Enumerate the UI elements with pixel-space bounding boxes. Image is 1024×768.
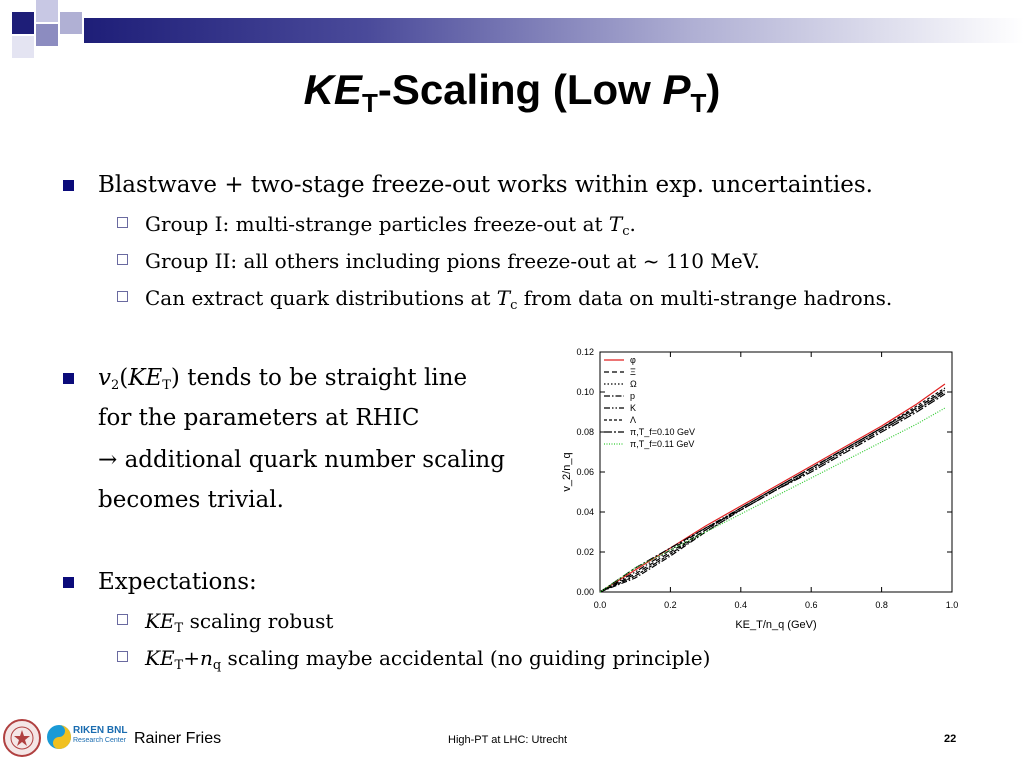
hollow-square-icon bbox=[117, 651, 128, 662]
paren-open: ( bbox=[119, 365, 129, 391]
y-tick-label: 0.06 bbox=[576, 467, 594, 477]
legend-label: K bbox=[630, 403, 637, 413]
ke-symbol: KE bbox=[145, 646, 175, 670]
bullet-text: Expectations: bbox=[98, 569, 257, 595]
bullet-blastwave bbox=[98, 172, 873, 198]
n-sub: q bbox=[212, 658, 222, 673]
sub-bullet-text: Group II: all others including pions freeze-out at ~ 110 MeV. bbox=[145, 249, 760, 273]
hollow-square-icon bbox=[117, 291, 128, 302]
y-tick-label: 0.10 bbox=[576, 387, 594, 397]
sub-bullet-text: scaling robust bbox=[183, 609, 334, 633]
sub-bullet-extract bbox=[145, 286, 892, 313]
tc-t: T bbox=[496, 286, 511, 310]
tc-c: c bbox=[622, 224, 630, 239]
university-seal-logo bbox=[2, 718, 42, 758]
riken-logo-line1: RIKEN BNL bbox=[73, 725, 128, 736]
y-tick-label: 0.12 bbox=[576, 347, 594, 357]
y-tick-label: 0.00 bbox=[576, 587, 594, 597]
bullet-v2 bbox=[98, 365, 467, 393]
title-text: -Scaling (Low bbox=[377, 66, 663, 113]
ke-sub: T bbox=[174, 621, 184, 636]
riken-logo-line2: Research Center bbox=[73, 737, 126, 744]
bullet-v2-line4: becomes trivial. bbox=[98, 487, 284, 513]
legend-label: Ω bbox=[630, 379, 637, 389]
x-tick-label: 0.8 bbox=[875, 600, 888, 610]
slide-title bbox=[0, 66, 1024, 119]
bullet-expectations bbox=[98, 569, 257, 595]
legend-label: Λ bbox=[630, 415, 637, 425]
y-axis-label: v_2/n_q bbox=[561, 452, 573, 492]
corner-square-light bbox=[36, 0, 58, 22]
sub-bullet-group2 bbox=[145, 249, 760, 273]
x-axis-label: KE_T/n_q (GeV) bbox=[735, 619, 817, 631]
v-sub: 2 bbox=[111, 378, 120, 393]
x-tick-label: 0.6 bbox=[804, 600, 818, 610]
bullet-text: Blastwave + two-stage freeze-out works within exp. uncertainties. bbox=[98, 172, 873, 198]
y-tick-label: 0.02 bbox=[576, 547, 594, 557]
y-tick-label: 0.04 bbox=[576, 507, 594, 517]
riken-logo-icon bbox=[46, 724, 72, 750]
tc-c: c bbox=[510, 298, 518, 313]
ke-sub: T bbox=[162, 378, 171, 393]
ke-symbol: KE bbox=[128, 365, 163, 391]
hollow-square-icon bbox=[117, 254, 128, 265]
hollow-square-icon bbox=[117, 217, 128, 228]
bullet-v2-line2: for the parameters at RHIC bbox=[98, 405, 420, 431]
v2-scaling-chart bbox=[560, 340, 970, 652]
legend-label: π,T_f=0.10 GeV bbox=[630, 427, 695, 437]
bullet-square-icon bbox=[63, 373, 74, 384]
sub-bullet-group1 bbox=[145, 212, 636, 239]
legend-label: φ bbox=[630, 355, 636, 365]
corner-square-mid bbox=[36, 24, 58, 46]
bullet-text: ) tends to be straight line bbox=[170, 365, 468, 391]
v-symbol: v bbox=[98, 365, 111, 391]
legend-label: π,T_f=0.11 GeV bbox=[630, 439, 695, 449]
sub-bullet-text: Can extract quark distributions at bbox=[145, 286, 497, 310]
sub-bullet-ke-robust bbox=[145, 609, 333, 636]
corner-square-light2 bbox=[60, 12, 82, 34]
legend-label: Ξ bbox=[630, 367, 636, 377]
plot-frame bbox=[600, 352, 952, 592]
ke-symbol: KE bbox=[145, 609, 175, 633]
title-ke: KE bbox=[303, 66, 362, 113]
hollow-square-icon bbox=[117, 614, 128, 625]
sub-bullet-end: . bbox=[629, 212, 636, 236]
x-tick-label: 0.2 bbox=[664, 600, 677, 610]
sub-bullet-text-end: from data on multi-strange hadrons. bbox=[517, 286, 893, 310]
series-line bbox=[600, 384, 945, 592]
bullet-square-icon bbox=[63, 577, 74, 588]
riken-logo-text bbox=[73, 726, 127, 746]
sub-bullet-text: scaling maybe accidental (no guiding principle) bbox=[221, 646, 711, 670]
footer-center: High-PT at LHC: Utrecht bbox=[448, 734, 568, 746]
plus: + bbox=[183, 646, 200, 670]
legend-label: p bbox=[630, 391, 636, 401]
bullet-v2-line3 bbox=[98, 447, 505, 473]
corner-square-small bbox=[12, 36, 34, 58]
bullet-square-icon bbox=[63, 180, 74, 191]
sub-bullet-text: Group I: multi-strange particles freeze-out at bbox=[145, 212, 609, 236]
title-sub-t2: T bbox=[690, 88, 707, 118]
tc-t: T bbox=[608, 212, 623, 236]
n-symbol: n bbox=[199, 646, 213, 670]
x-tick-label: 0.4 bbox=[734, 600, 748, 610]
ke-sub: T bbox=[174, 658, 184, 673]
bullet-text: additional quark number scaling bbox=[117, 447, 505, 473]
corner-square-dark bbox=[12, 12, 34, 34]
title-close: ) bbox=[706, 66, 721, 113]
header-bar bbox=[84, 18, 1024, 43]
y-tick-label: 0.08 bbox=[576, 427, 594, 437]
x-tick-label: 0.0 bbox=[593, 600, 607, 610]
page-number: 22 bbox=[944, 733, 957, 745]
title-sub-t: T bbox=[361, 88, 378, 118]
x-tick-label: 1.0 bbox=[945, 600, 959, 610]
title-p: P bbox=[662, 66, 691, 113]
arrow-icon: → bbox=[98, 447, 118, 473]
footer-author: Rainer Fries bbox=[134, 730, 222, 747]
